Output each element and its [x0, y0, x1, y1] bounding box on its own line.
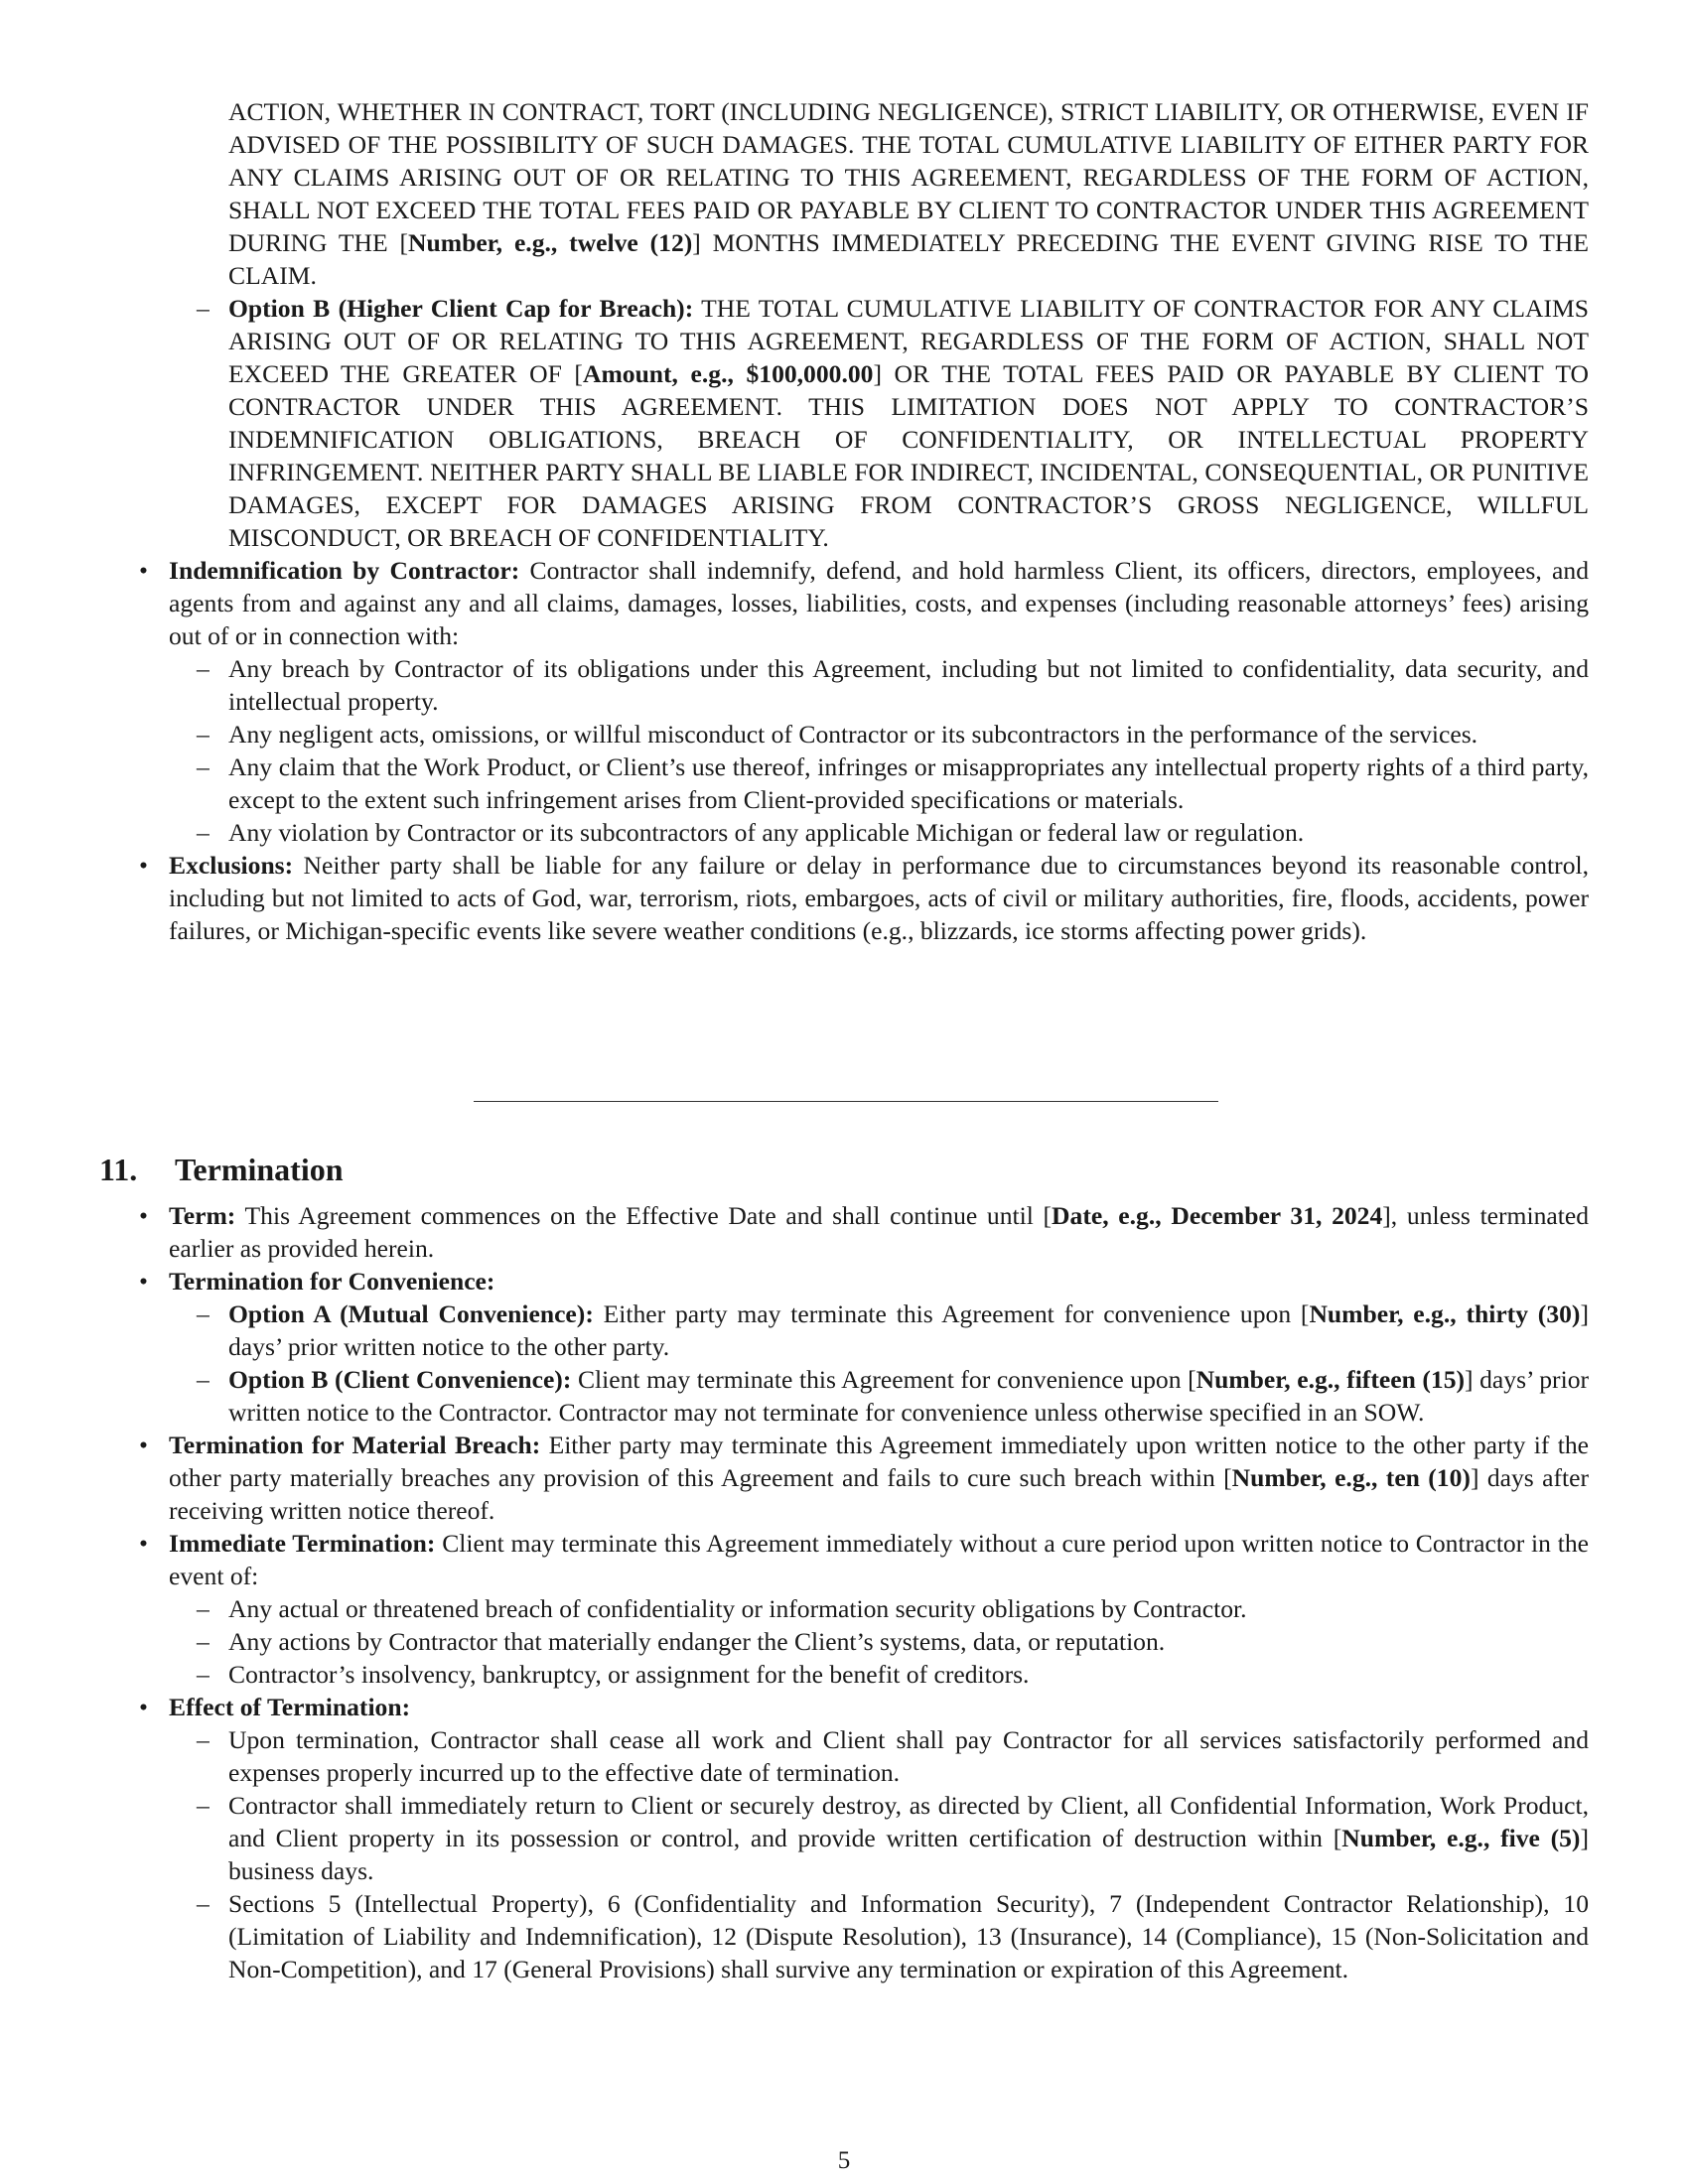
placeholder-days-15: Number, e.g., fifteen (15) [1196, 1365, 1466, 1394]
indemnification-item: – Any negligent acts, omissions, or willful misconduct of Contractor or its subcontractors in the performance of the services. [99, 718, 1589, 751]
effect-of-termination-bullet: • Effect of Termination: [99, 1691, 1589, 1723]
section-title: Termination [175, 1152, 344, 1187]
section-10-continuation [99, 95, 1589, 947]
page-number: 5 [837, 2147, 851, 2174]
exclusions-bullet: • Exclusions: Neither party shall be liable for any failure or delay in performance due to circumstances beyond its reasonable control, including but not limited to acts of God, war, terrorism, riots, embargoes, acts of civil or military authorities, fire, floods, accidents, power failures, or Michigan-specific events like severe weather conditions (e.g., blizzards, ice storms affecting power grids). [99, 849, 1589, 947]
immediate-termination-item: – Contractor’s insolvency, bankruptcy, or assignment for the benefit of creditors. [99, 1658, 1589, 1691]
placeholder-months: Number, e.g., twelve (12) [408, 228, 693, 257]
immediate-termination-bullet: • Immediate Termination: Client may terminate this Agreement immediately without a cure period upon written notice to Contractor in the event of: [99, 1527, 1589, 1592]
placeholder-business-days: Number, e.g., five (5) [1341, 1824, 1581, 1852]
section-11-heading [99, 1150, 344, 1189]
indemnification-item: – Any claim that the Work Product, or Client’s use thereof, infringes or misappropriates any intellectual property rights of a third party, except to the extent such infringement arises from Client-provided specifications or materials. [99, 751, 1589, 816]
indemnification-item: – Any violation by Contractor or its subcontractors of any applicable Michigan or federal law or regulation. [99, 816, 1589, 849]
effect-item: – Upon termination, Contractor shall cease all work and Client shall pay Contractor for all services satisfactorily performed and expenses properly incurred up to the effective date of termination. [99, 1723, 1589, 1789]
indemnification-bullet: • Indemnification by Contractor: Contractor shall indemnify, defend, and hold harmless Client, its officers, directors, employees, and agents from and against any and all claims, damages, losses, liabilities, costs, and expenses (including reasonable attorneys’ fees) arising out of or in connection with: [99, 554, 1589, 652]
term-bullet: • Term: This Agreement commences on the Effective Date and shall continue until [Date, e.g., December 31, 2024], unless terminated earlier as provided herein. [99, 1199, 1589, 1265]
section-number: 11. [99, 1152, 138, 1187]
indemnification-item: – Any breach by Contractor of its obligations under this Agreement, including but not limited to confidentiality, data security, and intellectual property. [99, 652, 1589, 718]
convenience-bullet: • Termination for Convenience: [99, 1265, 1589, 1297]
option-a-continuation: ACTION, WHETHER IN CONTRACT, TORT (INCLUDING NEGLIGENCE), STRICT LIABILITY, OR OTHERWISE, EVEN IF ADVISED OF THE POSSIBILITY OF SUCH DAMAGES. THE TOTAL CUMULATIVE LIABILITY OF EITHER PARTY FOR ANY CLAIMS ARISING OUT OF OR RELATING TO THIS AGREEMENT, REGARDLESS OF THE FORM OF ACTION, SHALL NOT EXCEED THE TOTAL FEES PAID OR PAYABLE BY CLIENT TO CONTRACTOR UNDER THIS AGREEMENT DURING THE [Number, e.g., twelve (12)] MONTHS IMMEDIATELY PRECEDING THE EVENT GIVING RISE TO THE CLAIM. [228, 97, 1589, 290]
effect-item: – Contractor shall immediately return to Client or securely destroy, as directed by Client, all Confidential Information, Work Product, and Client property in its possession or control, and provide written certification of destruction within [Number, e.g., five (5)] business days. [99, 1789, 1589, 1887]
immediate-termination-item: – Any actions by Contractor that materially endanger the Client’s systems, data, or reputation. [99, 1625, 1589, 1658]
material-breach-bullet: • Termination for Material Breach: Either party may terminate this Agreement immediately upon written notice to the other party if the other party materially breaches any provision of this Agreement and fails to cure such breach within [Number, e.g., ten (10)] days after receiving written notice thereof. [99, 1429, 1589, 1527]
placeholder-days-30: Number, e.g., thirty (30) [1309, 1299, 1581, 1328]
effect-item: – Sections 5 (Intellectual Property), 6 (Confidentiality and Information Security), 7 (Independent Contractor Relationship), 10 (Limitation of Liability and Indemnification), 12 (Dispute Resolution), 13 (Insurance), 14 (Compliance), 15 (Non-Solicitation and Non-Competition), and 17 (General Provisions) shall survive any termination or expiration of this Agreement. [99, 1887, 1589, 1985]
option-b-higher-cap: – Option B (Higher Client Cap for Breach): THE TOTAL CUMULATIVE LIABILITY OF CONTRACTOR FOR ANY CLAIMS ARISING OUT OF OR RELATING TO THIS AGREEMENT, REGARDLESS OF THE FORM OF ACTION, SHALL NOT EXCEED THE GREATER OF [Amount, e.g., $100,000.00] OR THE TOTAL FEES PAID OR PAYABLE BY CLIENT TO CONTRACTOR UNDER THIS AGREEMENT. THIS LIMITATION DOES NOT APPLY TO CONTRACTOR’S INDEMNIFICATION OBLIGATIONS, BREACH OF CONFIDENTIALITY, OR INTELLECTUAL PROPERTY INFRINGEMENT. NEITHER PARTY SHALL BE LIABLE FOR INDIRECT, INCIDENTAL, CONSEQUENTIAL, OR PUNITIVE DAMAGES, EXCEPT FOR DAMAGES ARISING FROM CONTRACTOR’S GROSS NEGLIGENCE, WILLFUL MISCONDUCT, OR BREACH OF CONFIDENTIALITY. [99, 292, 1589, 554]
section-divider [474, 1101, 1218, 1102]
placeholder-amount: Amount, e.g., $100,000.00 [582, 359, 874, 388]
convenience-option-b: – Option B (Client Convenience): Client may terminate this Agreement for convenience upon [Number, e.g., fifteen (15)] days’ prior written notice to the Contractor. Contractor may not terminate for convenience unless otherwise specified in an SOW. [99, 1363, 1589, 1429]
placeholder-days-10: Number, e.g., ten (10) [1231, 1463, 1471, 1492]
section-11-body [99, 1199, 1589, 1985]
immediate-termination-item: – Any actual or threatened breach of confidentiality or information security obligations by Contractor. [99, 1592, 1589, 1625]
convenience-option-a: – Option A (Mutual Convenience): Either party may terminate this Agreement for convenience upon [Number, e.g., thirty (30)] days’ prior written notice to the other party. [99, 1297, 1589, 1363]
placeholder-date: Date, e.g., December 31, 2024 [1052, 1201, 1383, 1230]
